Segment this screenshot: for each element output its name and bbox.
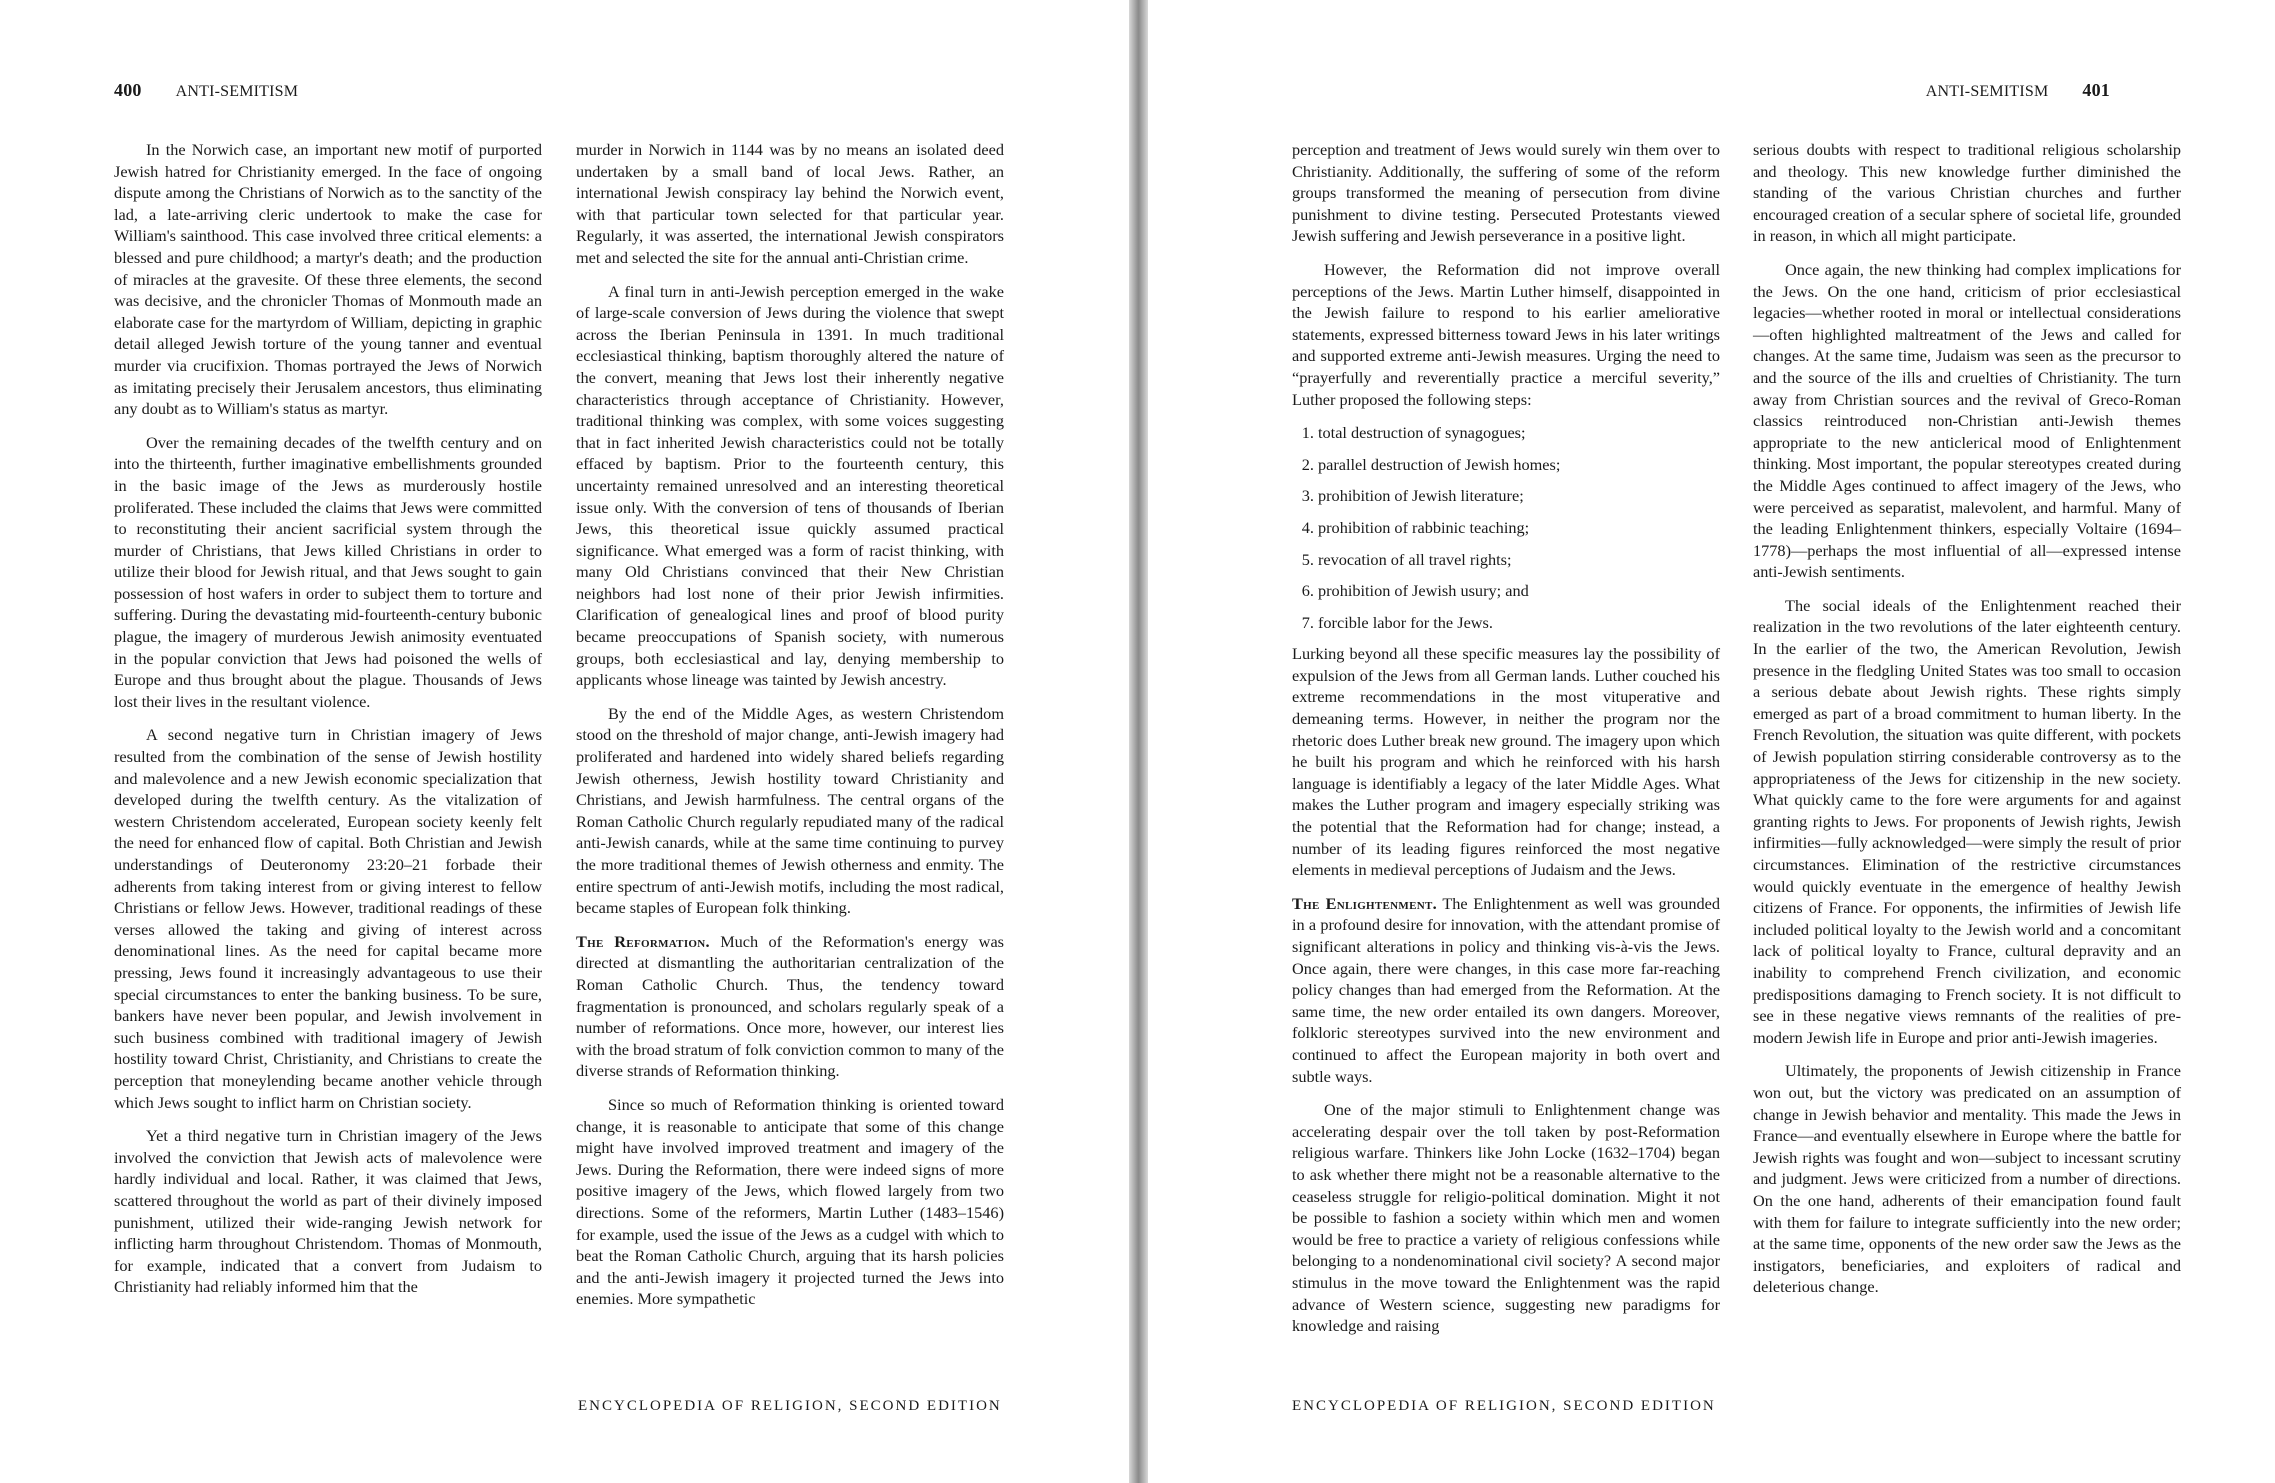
paragraph: By the end of the Middle Ages, as western Christendom stood on the threshold of major change, anti-Jewish imagery had proliferated and hardened into widely shared beliefs regarding Jewish otherness, Jewish hostility toward Christianity and Christians, and Jewish harmfulness. The central organs of the Roman Catholic Church regularly repudiated many of the radical anti-Jewish canards, while at the same time continuing to purvey the more traditional themes of Jewish otherness and enmity. The entire spectrum of anti-Jewish motifs, including the most radical, became staples of European folk thinking. (576, 703, 1004, 918)
paragraph: One of the major stimuli to Enlightenment change was accelerating despair over the toll taken by post-Reformation religious warfare. Thinkers like John Locke (1632–1704) began to ask whether there might not be a reasonable alternative to the ceaseless struggle for religio-political domination. Might it not be possible to fashion a society within which men and women would be free to practice a variety of religious confessions while belonging to a nondenominational civil society? A second major stimulus in the move toward the Enlightenment was the rapid advance of Western science, suggesting new paradigms for knowledge and raising (1292, 1100, 1720, 1336)
list-item: 7. forcible labor for the Jews. (1318, 612, 1720, 634)
paragraph: Lurking beyond all these specific measures lay the possibility of expulsion of the Jews from all German lands. Luther couched his extreme recommendations in the most vituperative and demeaning terms. However, in neither the program nor the rhetoric does Luther break new ground. The imagery upon which he built his program and which he reinforced with his harsh language is identifiably a legacy of the later Middle Ages. What makes the Luther program and imagery especially striking was the potential that the Reformation had for change; instead, a number of its leading figures reinforced the most negative elements in medieval perceptions of Judaism and the Jews. (1292, 644, 1720, 880)
running-title: ANTI-SEMITISM (1925, 83, 2049, 100)
page-number: 400 (114, 80, 142, 100)
left-page-header (114, 80, 298, 101)
left-column-2 (576, 139, 1004, 1322)
paragraph: The social ideals of the Enlightenment reached their realization in the two revolutions of the later eighteenth century. In the earlier of the two, the American Revolution, Jewish presence in the fledgling United States was too small to occasion a serious debate about Jewish rights. These rights simply emerged as part of a broad commitment to human liberty. In the French Revolution, the situation was quite different, with pockets of Jewish population stirring considerable controversy as to the appropriateness of the Jews for citizenship in the new society. What quickly came to the fore were arguments for and against granting rights to Jews. For proponents of Jewish rights, Jewish infirmities—fully acknowledged—were simply the result of prior circumstances. Elimination of the restrictive circumstances would quickly eventuate in the emergence of healthy Jewish citizens of France. For opponents, the infirmities of Jewish life included political loyalty to the Jewish world and a concomitant lack of political loyalty to France, cultural depravity and an inability to comprehend French civilization, and economic predispositions damaging to French society. It is not difficult to see in these negative views remnants of the realities of pre-modern Jewish life in Europe and prior anti-Jewish imageries. (1753, 595, 2181, 1047)
paragraph: In the Norwich case, an important new motif of purported Jewish hatred for Christianity emerged. In the face of ongoing dispute among the Christians of Norwich as to the sanctity of the lad, a late-arriving cleric undertook to make the case for William's sainthood. This case involved three critical elements: a blessed and pure childhood; a martyr's death; and the production of miracles at the gravesite. Of these three elements, the second was decisive, and the chronicler Thomas of Monmouth made an elaborate case for the martyrdom of William, depicting in graphic detail alleged Jewish torture of the young tanner and eventual murder via crucifixion. Thomas portrayed the Jews of Norwich as imitating precisely their Jerusalem ancestors, thus eliminating any doubt as to William's status as martyr. (114, 140, 542, 419)
list-item: 3. prohibition of Jewish literature; (1318, 485, 1720, 507)
running-title: ANTI-SEMITISM (175, 83, 299, 100)
paragraph: Ultimately, the proponents of Jewish citizenship in France won out, but the victory was predicated on an assumption of change in Jewish behavior and mentality. This made the Jews in France—and eventually elsewhere in Europe where the battle for Jewish rights was fought and won—subject to incessant scrutiny and judgment. Jews were criticized from a number of directions. On the one hand, adherents of their emancipation found fault with them for failure to integrate sufficiently into the new order; at the same time, opponents of the new order saw the Jews as the instigators, beneficiaries, and exploiters of radical and deleterious change. (1753, 1061, 2181, 1297)
section-paragraph-reformation (576, 931, 1004, 1082)
left-column-1 (114, 139, 542, 1310)
left-page (0, 0, 1129, 1483)
section-heading: The Enlightenment. (1292, 893, 1437, 913)
list-item: 5. revocation of all travel rights; (1318, 549, 1720, 571)
right-column-1 (1292, 139, 1720, 1349)
list-item: 2. parallel destruction of Jewish homes; (1318, 454, 1720, 476)
paragraph: serious doubts with respect to traditional religious scholarship and theology. This new knowledge further diminished the standing of the various Christian churches and further encouraged creation of a secular sphere of societal life, grounded in reason, in which all might participate. (1753, 140, 2181, 246)
paragraph: Once again, the new thinking had complex implications for the Jews. On the one hand, criticism of prior ecclesiastical legacies—whether rooted in moral or intellectual considerations—often highlighted maltreatment of the Jews and called for changes. At the same time, Judaism was seen as the precursor to and the source of the ills and cruelties of Christianity. The turn away from Christian sources and the revival of Greco-Roman classics reintroduced non-Christian anti-Jewish themes appropriate to the new anticlerical mood of Enlightenment thinking. Most important, the popular stereotypes created during the Middle Ages continued to affect imagery of the Jews, who were perceived as separatist, malevolent, and harmful. Many of the leading Enlightenment thinkers, especially Voltaire (1694–1778)—perhaps the most influential of all—expressed intense anti-Jewish sentiments. (1753, 259, 2181, 582)
paragraph: A second negative turn in Christian imagery of Jews resulted from the combination of the sense of Jewish hostility and malevolence and a new Jewish economic specialization that developed during the twelfth century. As the vitalization of western Christendom accelerated, European society keenly felt the need for enhanced flow of capital. Both Christian and Jewish understandings of Deuteronomy 23:20–21 forbade their adherents from taking interest from or giving interest to fellow Christians or fellow Jews. However, traditional readings of these verses allowed the taking and giving of interest across denominational lines. As the need for capital became more pressing, Jews found it increasingly advantageous to use their special circumstances to enter the banking business. To be sure, bankers have never been popular, and Jewish involvement in such business combined with traditional imagery of Jewish hostility toward Christ, Christianity, and Christians to create the perception that moneylending became another vehicle through which Jews sought to inflict harm on Christian society. (114, 725, 542, 1112)
page-number: 401 (2082, 80, 2110, 100)
section-paragraph-enlightenment (1292, 893, 1720, 1087)
paragraph: A final turn in anti-Jewish perception emerged in the wake of large-scale conversion of Jews during the violence that swept across the Iberian Peninsula in 1391. In much traditional ecclesiastical thinking, baptism thoroughly altered the nature of the convert, meaning that Jews lost their inherently negative characteristics through acceptance of Christianity. However, traditional thinking was complex, with some voices suggesting that in fact inherited Jewish characteristics could not be totally effaced by baptism. Prior to the fourteenth century, this uncertainty remained unresolved and an interesting theoretical issue only. With the conversion of tens of thousands of Iberian Jews, this theoretical issue quickly assumed practical significance. What emerged was a form of racist thinking, with many Old Christians convinced that their New Christian neighbors had lost none of their prior Jewish infirmities. Clarification of genealogical lines and proof of blood purity became preoccupations of Spanish society, with numerous groups, both ecclesiastical and lay, denying membership to applicants whose lineage was tainted by Jewish ancestry. (576, 281, 1004, 690)
section-heading: The Reformation. (576, 931, 710, 951)
right-page (1148, 0, 2275, 1483)
paragraph: murder in Norwich in 1144 was by no means an isolated deed undertaken by a small band of local Jews. Rather, an international Jewish conspiracy lay behind the Norwich event, with that particular town selected for that particular year. Regularly, it was asserted, the international Jewish conspirators met and selected the site for the annual anti-Christian crime. (576, 140, 1004, 267)
book-gutter (1129, 0, 1148, 1483)
right-page-footer: ENCYCLOPEDIA OF RELIGION, SECOND EDITION (1292, 1398, 1716, 1414)
paragraph: Since so much of Reformation thinking is oriented toward change, it is reasonable to anticipate that some of this change might have involved improved treatment and imagery of the Jews. During the Reformation, there were indeed signs of more positive imagery of the Jews, which flowed largely from two directions. Some of the reformers, Martin Luther (1483–1546) for example, used the issue of the Jews as a cudgel with which to beat the Roman Catholic Church, arguing that its harsh policies and the anti-Jewish imagery it projected turned the Jews into enemies. More sympathetic (576, 1094, 1004, 1309)
left-page-footer: ENCYCLOPEDIA OF RELIGION, SECOND EDITION (578, 1398, 1002, 1414)
right-column-2 (1753, 139, 2181, 1310)
paragraph: Yet a third negative turn in Christian imagery of the Jews involved the conviction that Jewish acts of malevolence were hardly individual and local. Rather, it was claimed that Jews, scattered throughout the world as part of their divinely imposed punishment, utilized their wide-ranging Jewish network for inflicting harm throughout Christendom. Thomas of Monmouth, for example, indicated that a convert from Judaism to Christianity had reliably informed him that the (114, 1126, 542, 1297)
paragraph: However, the Reformation did not improve overall perceptions of the Jews. Martin Luther himself, disappointed in the Jewish failure to respond to his earlier ameliorative statements, expressed bitterness toward Jews in his later writings and supported extreme anti-Jewish measures. Urging the need to “prayerfully and reverentially practice a merciful severity,” Luther proposed the following steps: (1292, 259, 1720, 409)
paragraph: perception and treatment of Jews would surely win them over to Christianity. Additionally, the suffering of some of the reform groups transformed the meaning of persecution from divine punishment to divine testing. Persecuted Protestants viewed Jewish suffering and Jewish perseverance in a positive light. (1292, 140, 1720, 246)
luther-steps-list (1292, 422, 1720, 633)
list-item: 6. prohibition of Jewish usury; and (1318, 580, 1720, 602)
list-item: 1. total destruction of synagogues; (1318, 422, 1720, 444)
right-page-header (1926, 80, 2110, 101)
section-text: The Enlightenment as well was grounded in a profound desire for innovation, with the attendant promise of significant alterations in policy and thinking vis-à-vis the Jews. Once again, there were changes, in this case more far-reaching policy changes than had emerged from the Reformation. At the same time, the new order entailed its own dangers. Moreover, folkloric stereotypes survived into the new environment and continued to affect the European majority in both overt and subtle ways. (1292, 893, 1720, 1086)
paragraph: Over the remaining decades of the twelfth century and on into the thirteenth, further imaginative embellishments grounded in the basic image of the Jews as murderously hostile proliferated. These included the claims that Jews were committed to reconstituting their ancient sacrificial system through the murder of Christians, that Jews killed Christians in order to utilize their blood for Jewish ritual, and that Jews sought to gain possession of host wafers in order to subject them to torture and suffering. During the devastating mid-fourteenth-century bubonic plague, the imagery of murderous Jewish animosity eventuated in the popular conviction that Jews had poisoned the wells of Europe and thus brought about the plague. Thousands of Jews lost their lives in the resultant violence. (114, 432, 542, 711)
section-text: Much of the Reformation's energy was directed at dismantling the authoritarian centralization of the Roman Catholic Church. Thus, the tendency toward fragmentation is pronounced, and scholars regularly speak of a number of reformations. Once more, however, our interest lies with the broad stratum of folk conviction common to many of the diverse strands of Reformation thinking. (576, 931, 1005, 1081)
list-item: 4. prohibition of rabbinic teaching; (1318, 517, 1720, 539)
